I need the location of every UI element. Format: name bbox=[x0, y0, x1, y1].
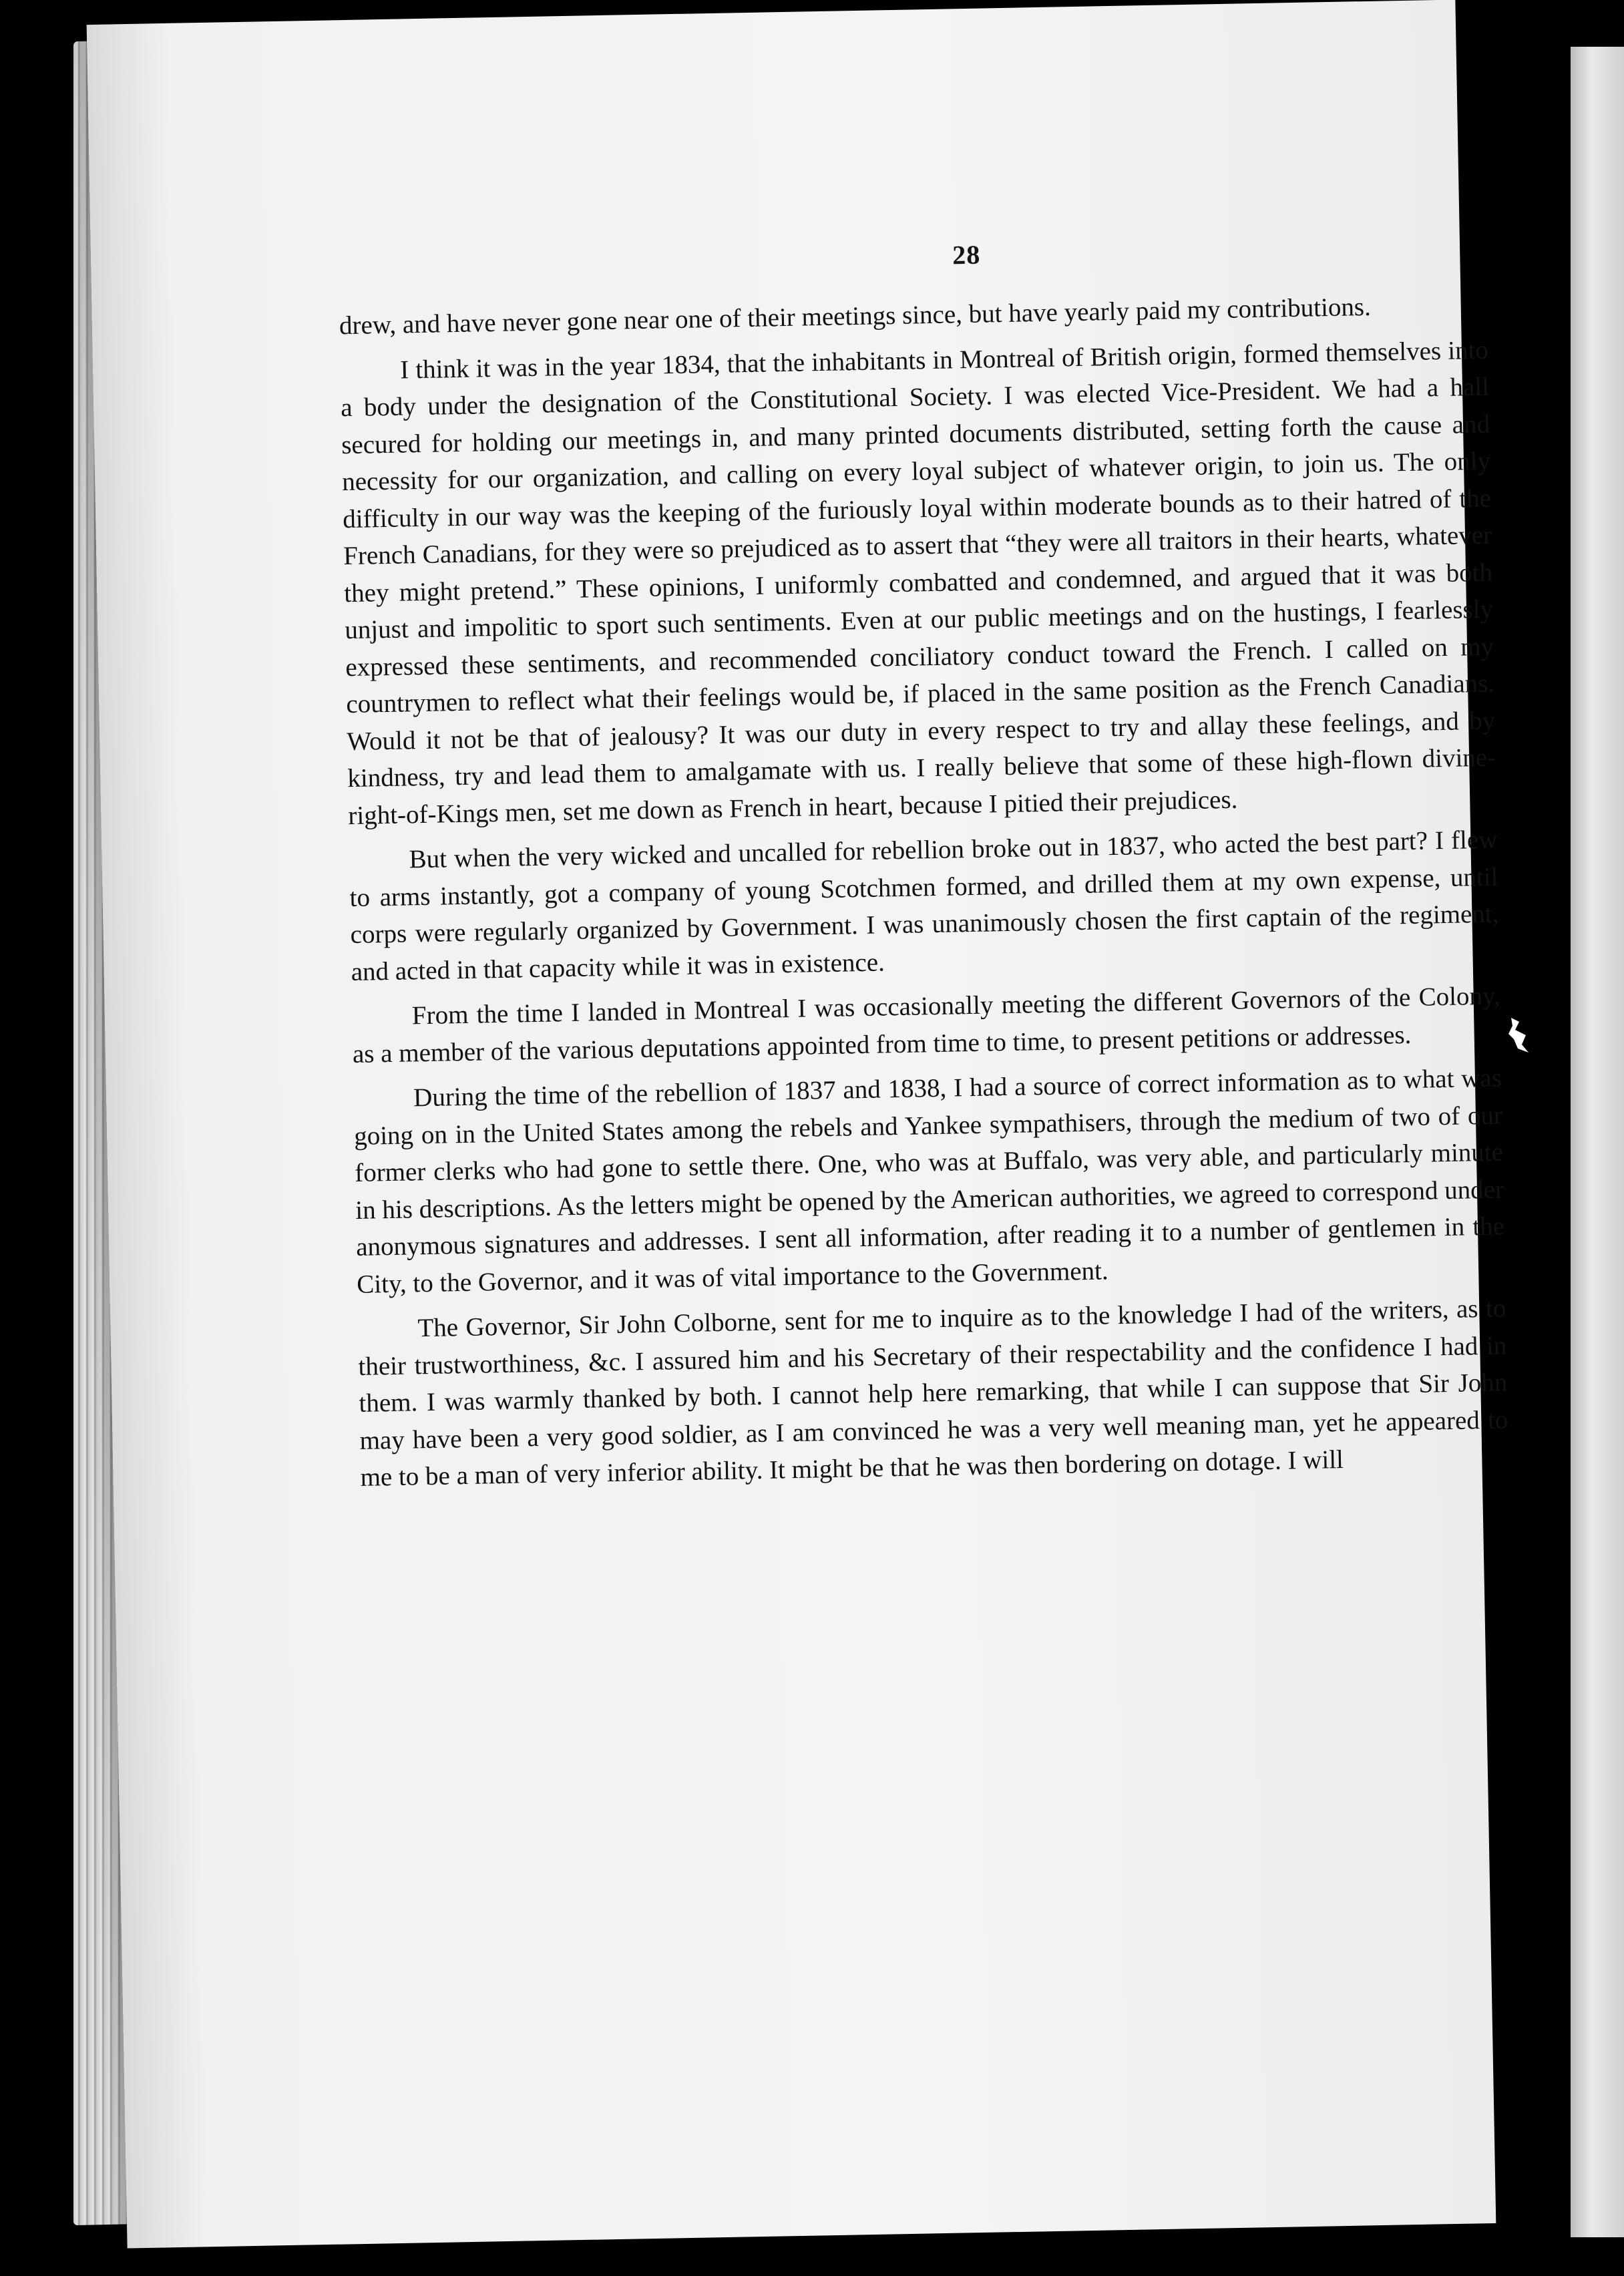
paragraph-6: The Governor, Sir John Colborne, sent for me to inquire as to the knowledge I had of the writers, as to their trustworthiness, &c. I assured him and his Secretary of their respectability and the confidence I had in them. I was warmly thanked by both. I cannot help here remarking, that while I can suppose that Sir John may have been a very good soldier, as I am convinced he was a very well meaning man, yet he appeared to me to be a man of very inferior ability. It might be that he was then bordering on dotage. I will bbox=[358, 1294, 1508, 1492]
paragraph-5: During the time of the rebellion of 1837 and 1838, I had a source of correct information as to what was going on in the United States among the rebels and Yankee sympathisers, through the medium of two of our former clerks who had gone to settle there. One, who was at Buffalo, was very able, and particularly minute in his descriptions. As the letters might be opened by the American authorities, we agreed to correspond under anonymous signatures and addresses. I sent all information, after reading it to a number of gentlemen in the City, to the Governor, and it was of vital importance to the Government. bbox=[353, 1063, 1505, 1299]
scanned-page bbox=[87, 0, 1508, 2249]
paragraph-3: But when the very wicked and uncalled for rebellion broke out in 1837, who acted the best part? I flew to arms instantly, got a company of young Scotchmen formed, and drilled them at my own expense, until corps were regularly organized by Government. I was unanimously chosen the first captain of the regiment, and acted in that capacity while it was in existence. bbox=[349, 825, 1499, 986]
paper-tear-mark bbox=[1506, 1015, 1533, 1055]
paragraph-2: I think it was in the year 1834, that the inhabitants in Montreal of British origin, formed themselves into a body under the designation of the Constitutional Society. I was elected Vice-President. We had a hall secured for holding our meetings in, and many printed documents distributed, setting forth the cause and necessity for our organization, and calling on every loyal subject of whatever origin, to join us. The only difficulty in our way was the keeping of the furiously loyal within moderate bounds as to their hatred of the French Canadians, for they were so prejudiced as to assert that “they were all traitors in their hearts, whatever they might pretend.” These opinions, I uniformly combatted and condemned, and argued that it was both unjust and impolitic to sport such sentiments. Even at our public meetings and on the hustings, I fearlessly expressed these sentiments, and recommended conciliatory conduct toward the French. I called on my countrymen to reflect what their feelings would be, if placed in the same position as the French Canadians. Would it not be that of jealousy? It was our duty in every respect to try and allay these feelings, and by kindness, try and lead them to amalgamate with us. I really believe that some of these high-flown divine-right-of-Kings men, set me down as French in heart, because I pitied their prejudices. bbox=[340, 335, 1496, 830]
body-text bbox=[339, 287, 1509, 1505]
facing-page-edge bbox=[1571, 47, 1624, 2237]
page-number: 28 bbox=[952, 239, 981, 270]
paragraph-4: From the time I landed in Montreal I was occasionally meeting the different Governors of the Colony, as a member of the various deputations appointed from time to time, to present petitions or addresses. bbox=[352, 981, 1501, 1069]
paragraph-1: drew, and have never gone near one of their meetings since, but have yearly paid my contributions. bbox=[339, 292, 1372, 341]
